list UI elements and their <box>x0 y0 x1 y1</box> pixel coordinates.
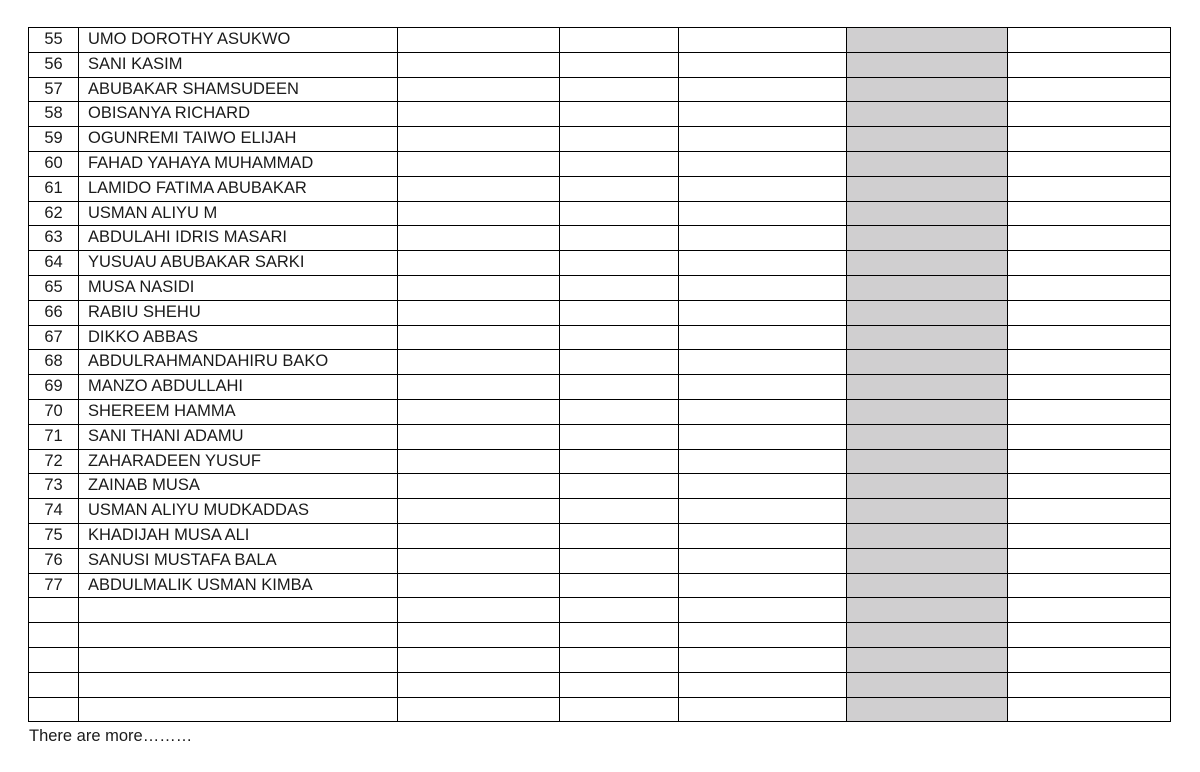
name-cell: UMO DOROTHY ASUKWO <box>79 28 398 53</box>
empty-cell <box>398 102 560 127</box>
empty-cell <box>560 127 679 152</box>
empty-cell <box>1008 226 1171 251</box>
table-row <box>29 623 1171 648</box>
shaded-cell <box>847 201 1008 226</box>
empty-cell <box>679 573 847 598</box>
name-cell <box>79 647 398 672</box>
row-number-cell <box>29 598 79 623</box>
empty-cell <box>398 672 560 697</box>
shaded-cell <box>847 52 1008 77</box>
table-row <box>29 77 1171 102</box>
shaded-cell <box>847 697 1008 722</box>
empty-cell <box>679 598 847 623</box>
empty-cell <box>398 499 560 524</box>
name-cell: SANI KASIM <box>79 52 398 77</box>
empty-cell <box>1008 499 1171 524</box>
empty-cell <box>679 499 847 524</box>
empty-cell <box>679 474 847 499</box>
table-row <box>29 598 1171 623</box>
table-row <box>29 697 1171 722</box>
shaded-cell <box>847 176 1008 201</box>
empty-cell <box>398 449 560 474</box>
row-number-cell: 68 <box>29 350 79 375</box>
table-row <box>29 474 1171 499</box>
name-cell: FAHAD YAHAYA MUHAMMAD <box>79 151 398 176</box>
empty-cell <box>398 151 560 176</box>
table-row <box>29 499 1171 524</box>
table-row <box>29 300 1171 325</box>
empty-cell <box>679 548 847 573</box>
empty-cell <box>398 350 560 375</box>
table-row <box>29 375 1171 400</box>
name-cell: KHADIJAH MUSA ALI <box>79 523 398 548</box>
name-cell: ABDULMALIK USMAN KIMBA <box>79 573 398 598</box>
row-number-cell: 56 <box>29 52 79 77</box>
shaded-cell <box>847 375 1008 400</box>
row-number-cell: 57 <box>29 77 79 102</box>
row-number-cell: 58 <box>29 102 79 127</box>
name-cell: LAMIDO FATIMA ABUBAKAR <box>79 176 398 201</box>
empty-cell <box>398 226 560 251</box>
row-number-cell: 60 <box>29 151 79 176</box>
empty-cell <box>679 449 847 474</box>
table-row <box>29 399 1171 424</box>
shaded-cell <box>847 275 1008 300</box>
empty-cell <box>1008 77 1171 102</box>
shaded-cell <box>847 449 1008 474</box>
empty-cell <box>398 523 560 548</box>
empty-cell <box>398 300 560 325</box>
table-row <box>29 275 1171 300</box>
empty-cell <box>398 623 560 648</box>
shaded-cell <box>847 102 1008 127</box>
empty-cell <box>560 598 679 623</box>
empty-cell <box>679 275 847 300</box>
empty-cell <box>1008 201 1171 226</box>
empty-cell <box>679 350 847 375</box>
empty-cell <box>1008 399 1171 424</box>
shaded-cell <box>847 399 1008 424</box>
empty-cell <box>560 77 679 102</box>
empty-cell <box>398 176 560 201</box>
row-number-cell <box>29 647 79 672</box>
row-number-cell: 59 <box>29 127 79 152</box>
shaded-cell <box>847 672 1008 697</box>
empty-cell <box>560 151 679 176</box>
name-cell: DIKKO ABBAS <box>79 325 398 350</box>
shaded-cell <box>847 424 1008 449</box>
table-row <box>29 226 1171 251</box>
empty-cell <box>1008 300 1171 325</box>
empty-cell <box>1008 102 1171 127</box>
table-row <box>29 251 1171 276</box>
table-row <box>29 647 1171 672</box>
table-row <box>29 52 1171 77</box>
empty-cell <box>679 226 847 251</box>
name-cell: MUSA NASIDI <box>79 275 398 300</box>
name-cell <box>79 697 398 722</box>
shaded-cell <box>847 151 1008 176</box>
empty-cell <box>398 548 560 573</box>
row-number-cell: 55 <box>29 28 79 53</box>
empty-cell <box>679 28 847 53</box>
empty-cell <box>679 151 847 176</box>
row-number-cell <box>29 623 79 648</box>
empty-cell <box>398 127 560 152</box>
name-cell: OBISANYA RICHARD <box>79 102 398 127</box>
row-number-cell: 67 <box>29 325 79 350</box>
name-cell: ABDULRAHMANDAHIRU BAKO <box>79 350 398 375</box>
empty-cell <box>398 474 560 499</box>
table-row <box>29 672 1171 697</box>
shaded-cell <box>847 623 1008 648</box>
shaded-cell <box>847 499 1008 524</box>
register-table <box>28 27 1171 722</box>
shaded-cell <box>847 300 1008 325</box>
empty-cell <box>1008 523 1171 548</box>
empty-cell <box>560 697 679 722</box>
empty-cell <box>1008 52 1171 77</box>
row-number-cell: 77 <box>29 573 79 598</box>
empty-cell <box>560 176 679 201</box>
table-row <box>29 176 1171 201</box>
empty-cell <box>679 523 847 548</box>
row-number-cell: 76 <box>29 548 79 573</box>
row-number-cell: 70 <box>29 399 79 424</box>
name-cell: ABDULAHI IDRIS MASARI <box>79 226 398 251</box>
row-number-cell: 61 <box>29 176 79 201</box>
row-number-cell: 65 <box>29 275 79 300</box>
empty-cell <box>560 449 679 474</box>
table-row <box>29 102 1171 127</box>
empty-cell <box>1008 623 1171 648</box>
empty-cell <box>560 325 679 350</box>
empty-cell <box>398 697 560 722</box>
empty-cell <box>398 251 560 276</box>
empty-cell <box>560 523 679 548</box>
row-number-cell: 73 <box>29 474 79 499</box>
table-row <box>29 350 1171 375</box>
table-row <box>29 424 1171 449</box>
empty-cell <box>1008 251 1171 276</box>
empty-cell <box>398 275 560 300</box>
table-row <box>29 449 1171 474</box>
empty-cell <box>1008 672 1171 697</box>
table-row <box>29 151 1171 176</box>
row-number-cell: 72 <box>29 449 79 474</box>
empty-cell <box>1008 127 1171 152</box>
empty-cell <box>679 52 847 77</box>
row-number-cell: 74 <box>29 499 79 524</box>
empty-cell <box>1008 647 1171 672</box>
empty-cell <box>679 647 847 672</box>
empty-cell <box>560 399 679 424</box>
table-row <box>29 523 1171 548</box>
empty-cell <box>1008 28 1171 53</box>
empty-cell <box>679 176 847 201</box>
empty-cell <box>679 623 847 648</box>
empty-cell <box>1008 275 1171 300</box>
name-cell: USMAN ALIYU MUDKADDAS <box>79 499 398 524</box>
name-cell: MANZO ABDULLAHI <box>79 375 398 400</box>
shaded-cell <box>847 226 1008 251</box>
name-cell <box>79 598 398 623</box>
row-number-cell <box>29 697 79 722</box>
empty-cell <box>1008 548 1171 573</box>
empty-cell <box>398 28 560 53</box>
shaded-cell <box>847 350 1008 375</box>
row-number-cell: 62 <box>29 201 79 226</box>
row-number-cell: 75 <box>29 523 79 548</box>
empty-cell <box>679 102 847 127</box>
empty-cell <box>679 201 847 226</box>
empty-cell <box>1008 449 1171 474</box>
empty-cell <box>398 598 560 623</box>
name-cell: ABUBAKAR SHAMSUDEEN <box>79 77 398 102</box>
empty-cell <box>398 52 560 77</box>
row-number-cell: 64 <box>29 251 79 276</box>
table-row <box>29 127 1171 152</box>
empty-cell <box>398 399 560 424</box>
register-table-body <box>29 28 1171 722</box>
empty-cell <box>679 251 847 276</box>
row-number-cell: 69 <box>29 375 79 400</box>
empty-cell <box>1008 350 1171 375</box>
empty-cell <box>1008 474 1171 499</box>
empty-cell <box>679 325 847 350</box>
shaded-cell <box>847 28 1008 53</box>
empty-cell <box>560 375 679 400</box>
empty-cell <box>1008 151 1171 176</box>
empty-cell <box>560 573 679 598</box>
empty-cell <box>398 424 560 449</box>
name-cell: SANUSI MUSTAFA BALA <box>79 548 398 573</box>
empty-cell <box>560 623 679 648</box>
name-cell <box>79 623 398 648</box>
more-rows-note: There are more……… <box>29 727 193 745</box>
empty-cell <box>1008 375 1171 400</box>
name-cell: SHEREEM HAMMA <box>79 399 398 424</box>
empty-cell <box>560 474 679 499</box>
empty-cell <box>560 201 679 226</box>
empty-cell <box>398 77 560 102</box>
empty-cell <box>679 127 847 152</box>
name-cell: YUSUAU ABUBAKAR SARKI <box>79 251 398 276</box>
name-cell: ZAHARADEEN YUSUF <box>79 449 398 474</box>
empty-cell <box>398 573 560 598</box>
row-number-cell: 66 <box>29 300 79 325</box>
shaded-cell <box>847 647 1008 672</box>
row-number-cell: 63 <box>29 226 79 251</box>
empty-cell <box>560 275 679 300</box>
shaded-cell <box>847 77 1008 102</box>
name-cell: SANI THANI ADAMU <box>79 424 398 449</box>
empty-cell <box>679 300 847 325</box>
name-cell: ZAINAB MUSA <box>79 474 398 499</box>
name-cell: RABIU SHEHU <box>79 300 398 325</box>
empty-cell <box>679 697 847 722</box>
empty-cell <box>560 548 679 573</box>
empty-cell <box>398 325 560 350</box>
empty-cell <box>1008 598 1171 623</box>
empty-cell <box>398 375 560 400</box>
empty-cell <box>679 77 847 102</box>
shaded-cell <box>847 523 1008 548</box>
empty-cell <box>1008 697 1171 722</box>
shaded-cell <box>847 598 1008 623</box>
empty-cell <box>560 226 679 251</box>
empty-cell <box>398 647 560 672</box>
shaded-cell <box>847 548 1008 573</box>
table-row <box>29 201 1171 226</box>
empty-cell <box>1008 176 1171 201</box>
empty-cell <box>560 251 679 276</box>
empty-cell <box>1008 424 1171 449</box>
empty-cell <box>679 399 847 424</box>
name-cell: USMAN ALIYU M <box>79 201 398 226</box>
shaded-cell <box>847 127 1008 152</box>
row-number-cell <box>29 672 79 697</box>
empty-cell <box>398 201 560 226</box>
empty-cell <box>1008 325 1171 350</box>
table-row <box>29 548 1171 573</box>
empty-cell <box>560 52 679 77</box>
empty-cell <box>560 300 679 325</box>
empty-cell <box>679 375 847 400</box>
empty-cell <box>560 672 679 697</box>
empty-cell <box>679 424 847 449</box>
shaded-cell <box>847 325 1008 350</box>
empty-cell <box>560 102 679 127</box>
row-number-cell: 71 <box>29 424 79 449</box>
empty-cell <box>560 424 679 449</box>
shaded-cell <box>847 251 1008 276</box>
empty-cell <box>1008 573 1171 598</box>
name-cell <box>79 672 398 697</box>
table-row <box>29 325 1171 350</box>
empty-cell <box>560 350 679 375</box>
shaded-cell <box>847 573 1008 598</box>
name-cell: OGUNREMI TAIWO ELIJAH <box>79 127 398 152</box>
table-row <box>29 28 1171 53</box>
table-row <box>29 573 1171 598</box>
shaded-cell <box>847 474 1008 499</box>
empty-cell <box>560 28 679 53</box>
empty-cell <box>679 672 847 697</box>
empty-cell <box>560 499 679 524</box>
empty-cell <box>560 647 679 672</box>
